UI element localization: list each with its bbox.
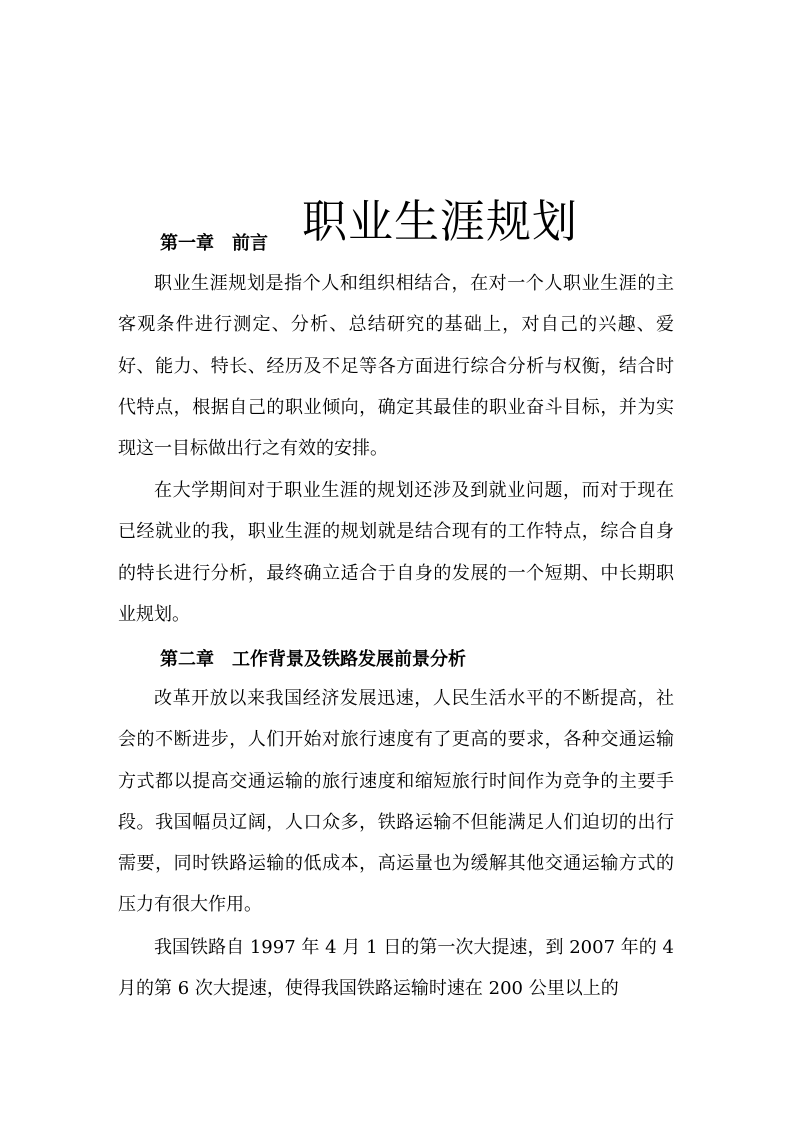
chapter-2-heading: 第二章 工作背景及铁路发展前景分析 (160, 649, 466, 670)
chapter-1-paragraph-2: 在大学期间对于职业生涯的规划还涉及到就业问题，而对于现在已经就业的我，职业生涯的规划就是结合现有的工作特点，综合自身的特长进行分析，最终确立适合于自身的发展的一个短期、中长期职业规划。 (118, 480, 674, 625)
document-title: 职业生涯规划 (301, 195, 578, 249)
chapter-2-paragraph-1: 改革开放以来我国经济发展迅速，人民生活水平的不断提高，社会的不断进步，人们开始对旅行速度有了更高的要求，各种交通运输方式都以提高交通运输的旅行速度和缩短旅行时间作为竞争的主要手段。我国幅员辽阔，人口众多，铁路运输不但能满足人们迫切的出行需要，同时铁路运输的低成本，高运量也为缓解其他交通运输方式的压力有很大作用。 (118, 688, 674, 916)
chapter-1-paragraph-1: 职业生涯规划是指个人和组织相结合，在对一个人职业生涯的主客观条件进行测定、分析、总结研究的基础上，对自己的兴趣、爱好、能力、特长、经历及不足等各方面进行综合分析与权衡，结合时代特点，根据自己的职业倾向，确定其最佳的职业奋斗目标，并为实现这一目标做出行之有效的安排。 (118, 273, 674, 460)
chapter-2-paragraph-2: 我国铁路自 1997 年 4 月 1 日的第一次大提速，到 2007 年的 4 月的第 6 次大提速，使得我国铁路运输时速在 200 公里以上的 (118, 937, 674, 1000)
chapter-1-heading: 第一章 前言 (160, 233, 268, 254)
